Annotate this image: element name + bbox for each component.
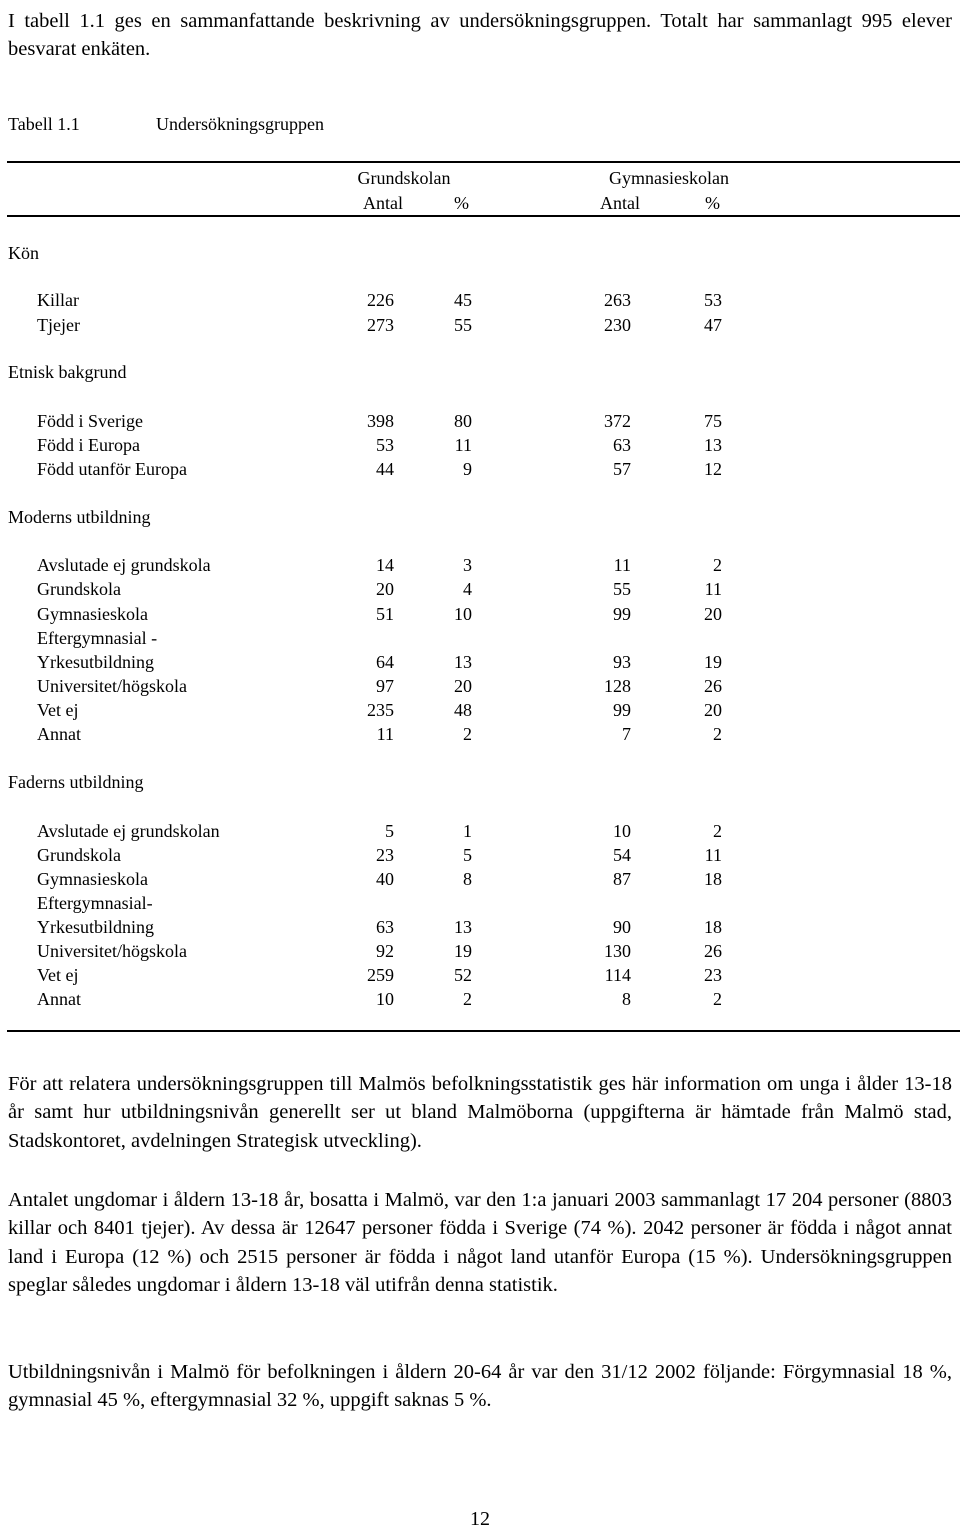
table-cell: 63 (613, 435, 631, 455)
table-cell: 273 (367, 315, 394, 335)
row-label: Annat (37, 989, 81, 1009)
table-cell: 5 (463, 845, 472, 865)
col-header-antal-grund: Antal (363, 193, 403, 213)
table-cell: 372 (604, 411, 631, 431)
table-cell: 18 (704, 869, 722, 889)
page-number: 12 (470, 1508, 490, 1530)
paragraph-3: Utbildningsnivån i Malmö för befolkningen i åldern 20-64 år var den 31/12 2002 följande: Förgymnasial 18 %, gymnasial 45 %, eftergymnasial 32 %, uppgift saknas 5 %. (8, 1360, 952, 1411)
table-cell: 54 (613, 845, 631, 865)
table-cell: 51 (376, 604, 394, 624)
table-cell: 44 (376, 459, 394, 479)
table-cell: 7 (622, 724, 631, 744)
table-cell: 114 (604, 965, 631, 985)
row-label: Eftergymnasial- (37, 893, 153, 913)
table-header-rule (7, 215, 960, 217)
table-cell: 52 (454, 965, 472, 985)
table-cell: 2 (463, 724, 472, 744)
table-cell: 230 (604, 315, 631, 335)
table-cell: 13 (454, 652, 472, 672)
section-heading: Faderns utbildning (8, 772, 144, 792)
table-cell: 19 (454, 941, 472, 961)
table-cell: 20 (704, 604, 722, 624)
row-label: Universitet/högskola (37, 941, 187, 961)
section-heading: Moderns utbildning (8, 507, 151, 527)
table-cell: 53 (704, 290, 722, 310)
table-cell: 8 (622, 989, 631, 1009)
table-cell: 10 (454, 604, 472, 624)
table-cell: 20 (704, 700, 722, 720)
row-label: Grundskola (37, 579, 121, 599)
table-cell: 87 (613, 869, 631, 889)
table-cell: 2 (713, 821, 722, 841)
row-label: Universitet/högskola (37, 676, 187, 696)
table-cell: 55 (613, 579, 631, 599)
row-label: Gymnasieskola (37, 604, 148, 624)
table-cell: 226 (367, 290, 394, 310)
table-cell: 235 (367, 700, 394, 720)
table-cell: 20 (376, 579, 394, 599)
table-cell: 99 (613, 700, 631, 720)
table-cell: 92 (376, 941, 394, 961)
table-cell: 5 (385, 821, 394, 841)
row-label: Gymnasieskola (37, 869, 148, 889)
row-label: Yrkesutbildning (37, 652, 154, 672)
table-cell: 8 (463, 869, 472, 889)
row-label: Född i Sverige (37, 411, 143, 431)
table-cell: 263 (604, 290, 631, 310)
group-header-grundskolan: Grundskolan (357, 168, 451, 188)
table-cell: 1 (463, 821, 472, 841)
table-cell: 80 (454, 411, 472, 431)
table-cell: 40 (376, 869, 394, 889)
table-cell: 10 (613, 821, 631, 841)
table-cell: 75 (704, 411, 722, 431)
group-header-gymnasieskolan: Gymnasieskolan (609, 168, 729, 188)
table-cell: 128 (604, 676, 631, 696)
row-label: Vet ej (37, 965, 79, 985)
section-heading: Etnisk bakgrund (8, 362, 127, 382)
intro-paragraph: I tabell 1.1 ges en sammanfattande beskrivning av undersökningsgruppen. Totalt har sammanlagt 995 elever besvarat enkäten. (8, 9, 952, 60)
table-cell: 90 (613, 917, 631, 937)
row-label: Avslutade ej grundskolan (37, 821, 220, 841)
row-label: Vet ej (37, 700, 79, 720)
row-label: Avslutade ej grundskola (37, 555, 211, 575)
table-cell: 11 (704, 845, 722, 865)
table-cell: 2 (713, 555, 722, 575)
table-cell: 10 (376, 989, 394, 1009)
table-cell: 53 (376, 435, 394, 455)
table-cell: 398 (367, 411, 394, 431)
table-cell: 23 (376, 845, 394, 865)
table-cell: 11 (613, 555, 631, 575)
table-cell: 130 (604, 941, 631, 961)
table-top-rule (7, 161, 960, 163)
row-label: Tjejer (37, 315, 80, 335)
table-cell: 2 (463, 989, 472, 1009)
table-cell: 11 (704, 579, 722, 599)
col-header-pct-grund: % (454, 193, 469, 213)
paragraph-2: Antalet ungdomar i åldern 13-18 år, bosatta i Malmö, var den 1:a januari 2003 sammanlagt 17 204 personer (8803 killar och 8401 tjejer). Av dessa är 12647 personer födda i Sverige (74 %). 2042 personer är födda i något annat land i Europa (12 %) och 2515 personer är födda i något land utanför Europa (15 %). Undersökningsgruppen speglar således ungdomar i åldern 13-18 väl utifrån denna statistik. (8, 1188, 952, 1296)
row-label: Annat (37, 724, 81, 744)
table-cell: 19 (704, 652, 722, 672)
table-cell: 47 (704, 315, 722, 335)
table-cell: 26 (704, 941, 722, 961)
table-cell: 55 (454, 315, 472, 335)
table-cell: 45 (454, 290, 472, 310)
table-cell: 48 (454, 700, 472, 720)
table-cell: 259 (367, 965, 394, 985)
table-bottom-rule (7, 1030, 960, 1032)
col-header-pct-gym: % (705, 193, 720, 213)
row-label: Yrkesutbildning (37, 917, 154, 937)
table-cell: 12 (704, 459, 722, 479)
table-cell: 20 (454, 676, 472, 696)
table-cell: 93 (613, 652, 631, 672)
row-label: Född i Europa (37, 435, 140, 455)
table-cell: 97 (376, 676, 394, 696)
table-number: Tabell 1.1 (8, 114, 80, 134)
row-label: Född utanför Europa (37, 459, 187, 479)
table-cell: 57 (613, 459, 631, 479)
table-cell: 99 (613, 604, 631, 624)
table-cell: 13 (454, 917, 472, 937)
table-cell: 2 (713, 989, 722, 1009)
table-cell: 11 (376, 724, 394, 744)
table-cell: 3 (463, 555, 472, 575)
table-cell: 18 (704, 917, 722, 937)
table-title: Undersökningsgruppen (156, 114, 324, 134)
table-cell: 2 (713, 724, 722, 744)
table-cell: 64 (376, 652, 394, 672)
table-cell: 9 (463, 459, 472, 479)
section-heading: Kön (8, 243, 39, 263)
table-cell: 63 (376, 917, 394, 937)
row-label: Grundskola (37, 845, 121, 865)
row-label: Killar (37, 290, 79, 310)
table-cell: 4 (463, 579, 472, 599)
table-cell: 26 (704, 676, 722, 696)
table-cell: 23 (704, 965, 722, 985)
table-cell: 14 (376, 555, 394, 575)
table-cell: 13 (704, 435, 722, 455)
row-label: Eftergymnasial - (37, 628, 158, 648)
paragraph-1: För att relatera undersökningsgruppen till Malmös befolkningsstatistik ges här information om unga i ålder 13-18 år samt hur utbildningsnivån generellt ser ut bland Malmöborna (uppgifterna är hämtade från Malmö stad, Stadskontoret, avdelningen Strategisk utveckling). (8, 1072, 952, 1152)
col-header-antal-gym: Antal (600, 193, 640, 213)
table-cell: 11 (454, 435, 472, 455)
